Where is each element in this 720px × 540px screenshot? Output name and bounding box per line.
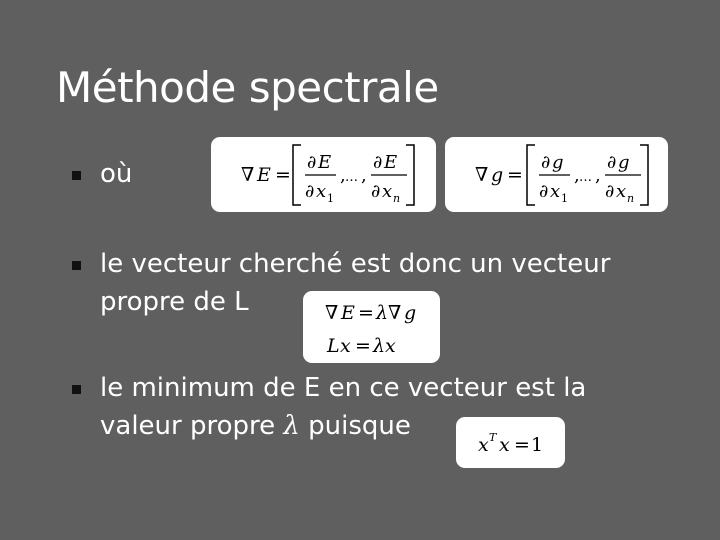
bullet-2-line-1: le vecteur cherché est donc un vecteur xyxy=(100,249,611,279)
ellipsis: … xyxy=(579,170,592,185)
subscript-one: 1 xyxy=(327,192,334,205)
subscript-n: n xyxy=(627,192,635,205)
partial-symbol: ∂ xyxy=(539,181,549,202)
numerator-letter: g xyxy=(618,152,630,173)
bullet-3-line-1: le minimum de E en ce vecteur est la xyxy=(100,373,587,403)
function-letter: E xyxy=(341,302,355,324)
formula-eigen xyxy=(303,291,440,363)
formula-constraint-svg xyxy=(456,417,565,468)
nabla-symbol: ∇ xyxy=(325,302,339,324)
bullet-3-line-2-start: valeur propre xyxy=(100,411,284,441)
function-letter: E xyxy=(257,164,271,186)
partial-symbol: ∂ xyxy=(607,152,617,173)
equals-sign: = xyxy=(275,164,291,186)
lambda-symbol: λ xyxy=(283,411,300,441)
formula-grad-e xyxy=(211,137,436,212)
lambda-symbol: λ xyxy=(376,302,389,324)
denominator-letter: x xyxy=(382,181,393,202)
bullet-square-icon xyxy=(72,261,81,270)
equals-sign: = xyxy=(355,335,371,357)
subscript-n: n xyxy=(393,192,401,205)
bullet-3-line-2-end: puisque xyxy=(299,411,411,441)
lambda-symbol: λ xyxy=(373,335,386,357)
formula-eigen-svg xyxy=(303,291,440,363)
numerator-letter: E xyxy=(318,152,332,173)
right-bracket xyxy=(406,145,414,205)
subscript-one: 1 xyxy=(561,192,568,205)
function-letter: g xyxy=(491,164,504,186)
partial-symbol: ∂ xyxy=(371,181,381,202)
equals-sign: = xyxy=(507,164,523,186)
slide-title: Méthode spectrale xyxy=(56,63,439,112)
denominator-letter: x xyxy=(316,181,327,202)
equals-sign: = xyxy=(514,434,530,456)
vector-letter: x xyxy=(340,335,351,357)
function-letter: g xyxy=(404,302,417,324)
vector-letter: x xyxy=(478,434,489,456)
formula-grad-g xyxy=(445,137,668,212)
comma: , xyxy=(361,165,367,186)
left-bracket xyxy=(527,145,535,205)
numerator-letter: E xyxy=(384,152,398,173)
partial-symbol: ∂ xyxy=(373,152,383,173)
partial-symbol: ∂ xyxy=(605,181,615,202)
ellipsis: … xyxy=(345,170,358,185)
formula-grad-g-svg xyxy=(445,137,668,212)
matrix-letter: L xyxy=(327,335,340,357)
left-bracket xyxy=(293,145,301,205)
nabla-symbol: ∇ xyxy=(388,302,402,324)
denominator-letter: x xyxy=(550,181,561,202)
equals-sign: = xyxy=(358,302,374,324)
denominator-letter: x xyxy=(616,181,627,202)
right-bracket xyxy=(640,145,648,205)
numerator-letter: g xyxy=(552,152,564,173)
formula-constraint xyxy=(456,417,565,468)
bullet-square-icon xyxy=(72,385,81,394)
vector-letter: x xyxy=(499,434,510,456)
bullet-2-line-2: propre de L xyxy=(100,287,249,317)
partial-symbol: ∂ xyxy=(541,152,551,173)
transpose-superscript: T xyxy=(489,431,497,444)
number-one: 1 xyxy=(531,434,544,456)
vector-letter: x xyxy=(385,335,396,357)
comma: , xyxy=(340,165,346,186)
bullet-1-text: où xyxy=(100,159,133,189)
bullet-3-line-2 xyxy=(100,410,411,443)
partial-symbol: ∂ xyxy=(307,152,317,173)
formula-grad-e-svg xyxy=(211,137,436,212)
partial-symbol: ∂ xyxy=(305,181,315,202)
bullet-square-icon xyxy=(72,171,81,180)
comma: , xyxy=(574,165,580,186)
nabla-symbol: ∇ xyxy=(475,164,489,186)
comma: , xyxy=(595,165,601,186)
nabla-symbol: ∇ xyxy=(241,164,255,186)
